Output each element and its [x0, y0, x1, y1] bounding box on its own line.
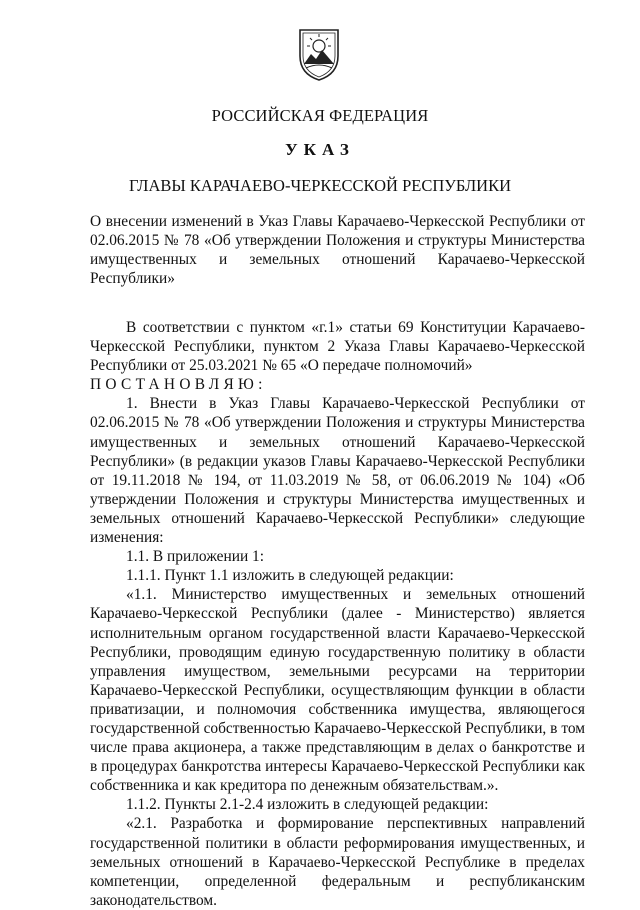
document-body: [90, 318, 585, 910]
body-paragraph: «1.1. Министерство имущественных и земельных отношений Карачаево-Черкесской Республики (далее - Министерство) является исполнительным органом государственной власти Карачаево-Черкесской Республики, проводящим единую государственную политику в области управления имуществом, земельными ресурсами на территории Карачаево-Черкесской Республики, осуществляющим функции в области приватизации, и полномочия собственника имущества, являющегося государственной собственностью Карачаево-Черкесской Республики, в том числе права акционера, а также представляющим в делах о банкротстве и в процедурах банкротства интересы Карачаево-Черкесской Республики как собственника и как кредитора по денежным обязательствам.».: [90, 586, 585, 795]
coat-of-arms-icon: [298, 26, 340, 82]
body-paragraph: 1. Внести в Указ Главы Карачаево-Черкесской Республики от 02.06.2015 № 78 «Об утверждении Положения и структуры Министерства имущественных и земельных отношений Карачаево-Черкесской Республики» (в редакции указов Главы Карачаево-Черкесской Республики от 19.11.2018 № 194, от 11.03.2019 № 58, от 06.06.2019 № 104) «Об утверждении Положения и структуры Министерства имущественных и земельных отношений Карачаево-Черкесской Республики» следующие изменения:: [90, 395, 585, 547]
body-paragraph: 1.1.1. Пункт 1.1 изложить в следующей редакции:: [126, 567, 454, 585]
body-paragraph: 1.1.2. Пункты 2.1-2.4 изложить в следующей редакции:: [126, 796, 489, 814]
decree-word: ПОСТАНОВЛЯЮ:: [90, 376, 267, 394]
document-title: О внесении изменений в Указ Главы Карачаево-Черкесской Республики от 02.06.2015 № 78 «Об утверждении Положения и структуры Министерства имущественных и земельных отношений Карачаево-Черкесской Республики»: [90, 213, 585, 287]
body-paragraph: 1.1. В приложении 1:: [126, 548, 264, 566]
preamble-paragraph: В соответствии с пунктом «г.1» статьи 69 Конституции Карачаево-Черкесской Республики, пунктом 2 Указа Главы Карачаево-Черкесской Республики от 25.03.2021 № 65 «О передаче полномочий»: [90, 319, 585, 375]
federation-heading: РОССИЙСКАЯ ФЕДЕРАЦИЯ: [211, 106, 429, 125]
body-paragraph: «2.1. Разработка и формирование перспективных направлений государственной политики в области реформирования имущественных, и земельных отношений в Карачаево-Черкесской Республике в пределах компетенции, определенной федеральным и республиканским законодательством.: [90, 815, 585, 909]
document-type-heading: УКАЗ: [285, 140, 355, 159]
issuer-heading: ГЛАВЫ КАРАЧАЕВО-ЧЕРКЕССКОЙ РЕСПУБЛИКИ: [128, 176, 512, 195]
